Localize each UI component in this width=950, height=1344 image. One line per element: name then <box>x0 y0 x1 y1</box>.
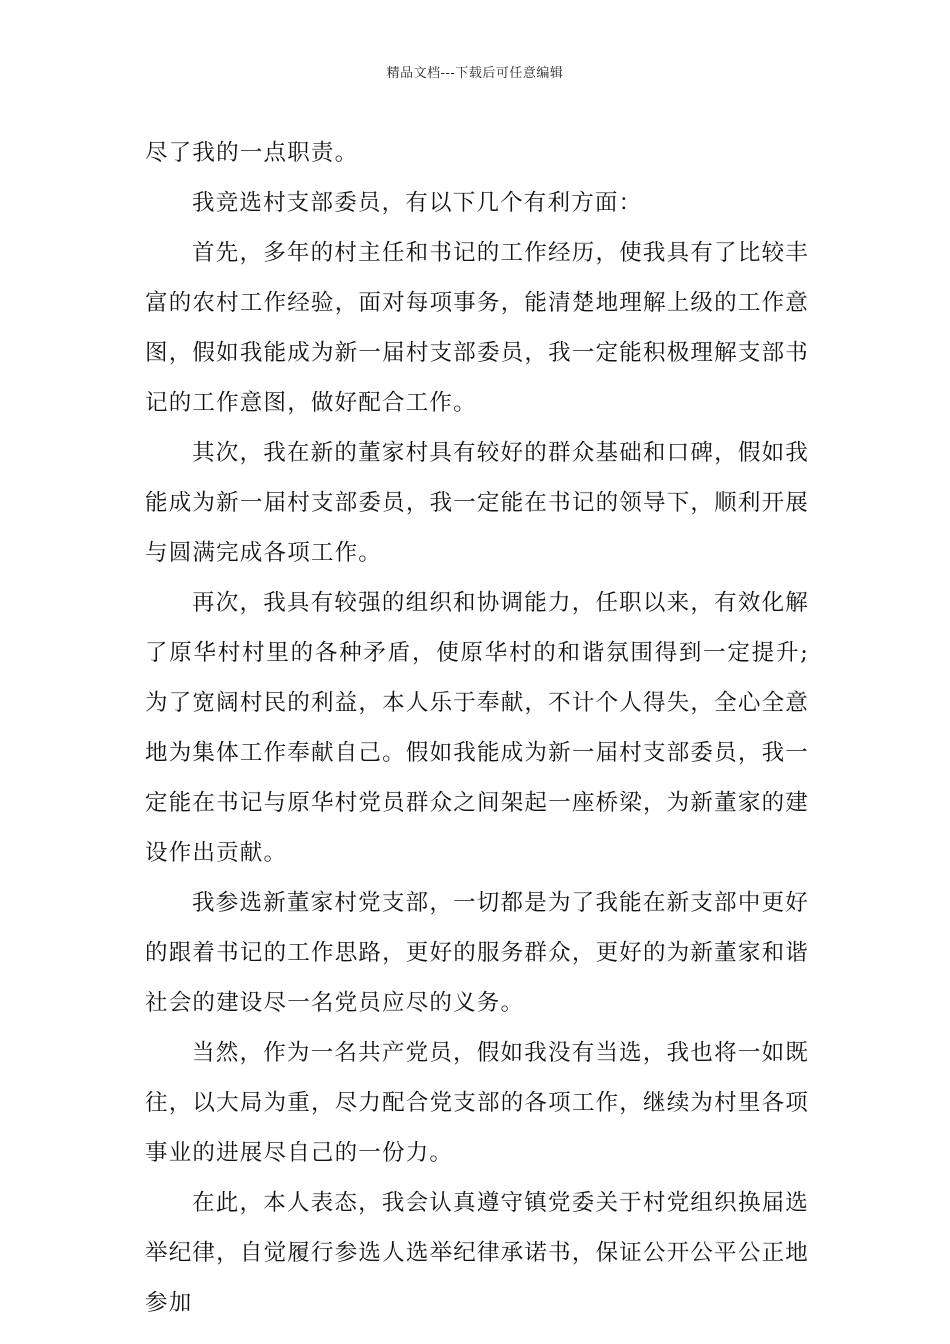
paragraph: 其次，我在新的董家村具有较好的群众基础和口碑，假如我能成为新一届村支部委员，我一定能在书记的领导下，顺利开展与圆满完成各项工作。 <box>145 440 809 566</box>
paragraph: 当然，作为一名共产党员，假如我没有当选，我也将一如既往，以大局为重，尽力配合党支部的各项工作，继续为村里各项事业的进展尽自己的一份力。 <box>145 1040 809 1166</box>
paragraph: 在此，本人表态，我会认真遵守镇党委关于村党组织换届选举纪律，自觉履行参选人选举纪律承诺书，保证公开公平公正地参加 <box>145 1190 809 1316</box>
paragraph: 首先，多年的村主任和书记的工作经历，使我具有了比较丰富的农村工作经验，面对每项事务，能清楚地理解上级的工作意图，假如我能成为新一届村支部委员，我一定能积极理解支部书记的工作意图，做好配合工作。 <box>145 240 809 416</box>
paragraph: 再次，我具有较强的组织和协调能力，任职以来，有效化解了原华村村里的各种矛盾，使原华村的和谐氛围得到一定提升;为了宽阔村民的利益，本人乐于奉献，不计个人得失，全心全意地为集体工作奉献自己。假如我能成为新一届村支部委员，我一定能在书记与原华村党员群众之间架起一座桥梁，为新董家的建设作出贡献。 <box>145 590 809 866</box>
document-body <box>145 128 809 1328</box>
paragraph: 尽了我的一点职责。 <box>145 140 359 166</box>
page-header: 精品文档---下载后可任意编辑 <box>386 66 564 81</box>
paragraph: 我竞选村支部委员，有以下几个有利方面： <box>192 190 643 216</box>
paragraph: 我参选新董家村党支部，一切都是为了我能在新支部中更好的跟着书记的工作思路，更好的服务群众，更好的为新董家和谐社会的建设尽一名党员应尽的义务。 <box>145 890 809 1016</box>
